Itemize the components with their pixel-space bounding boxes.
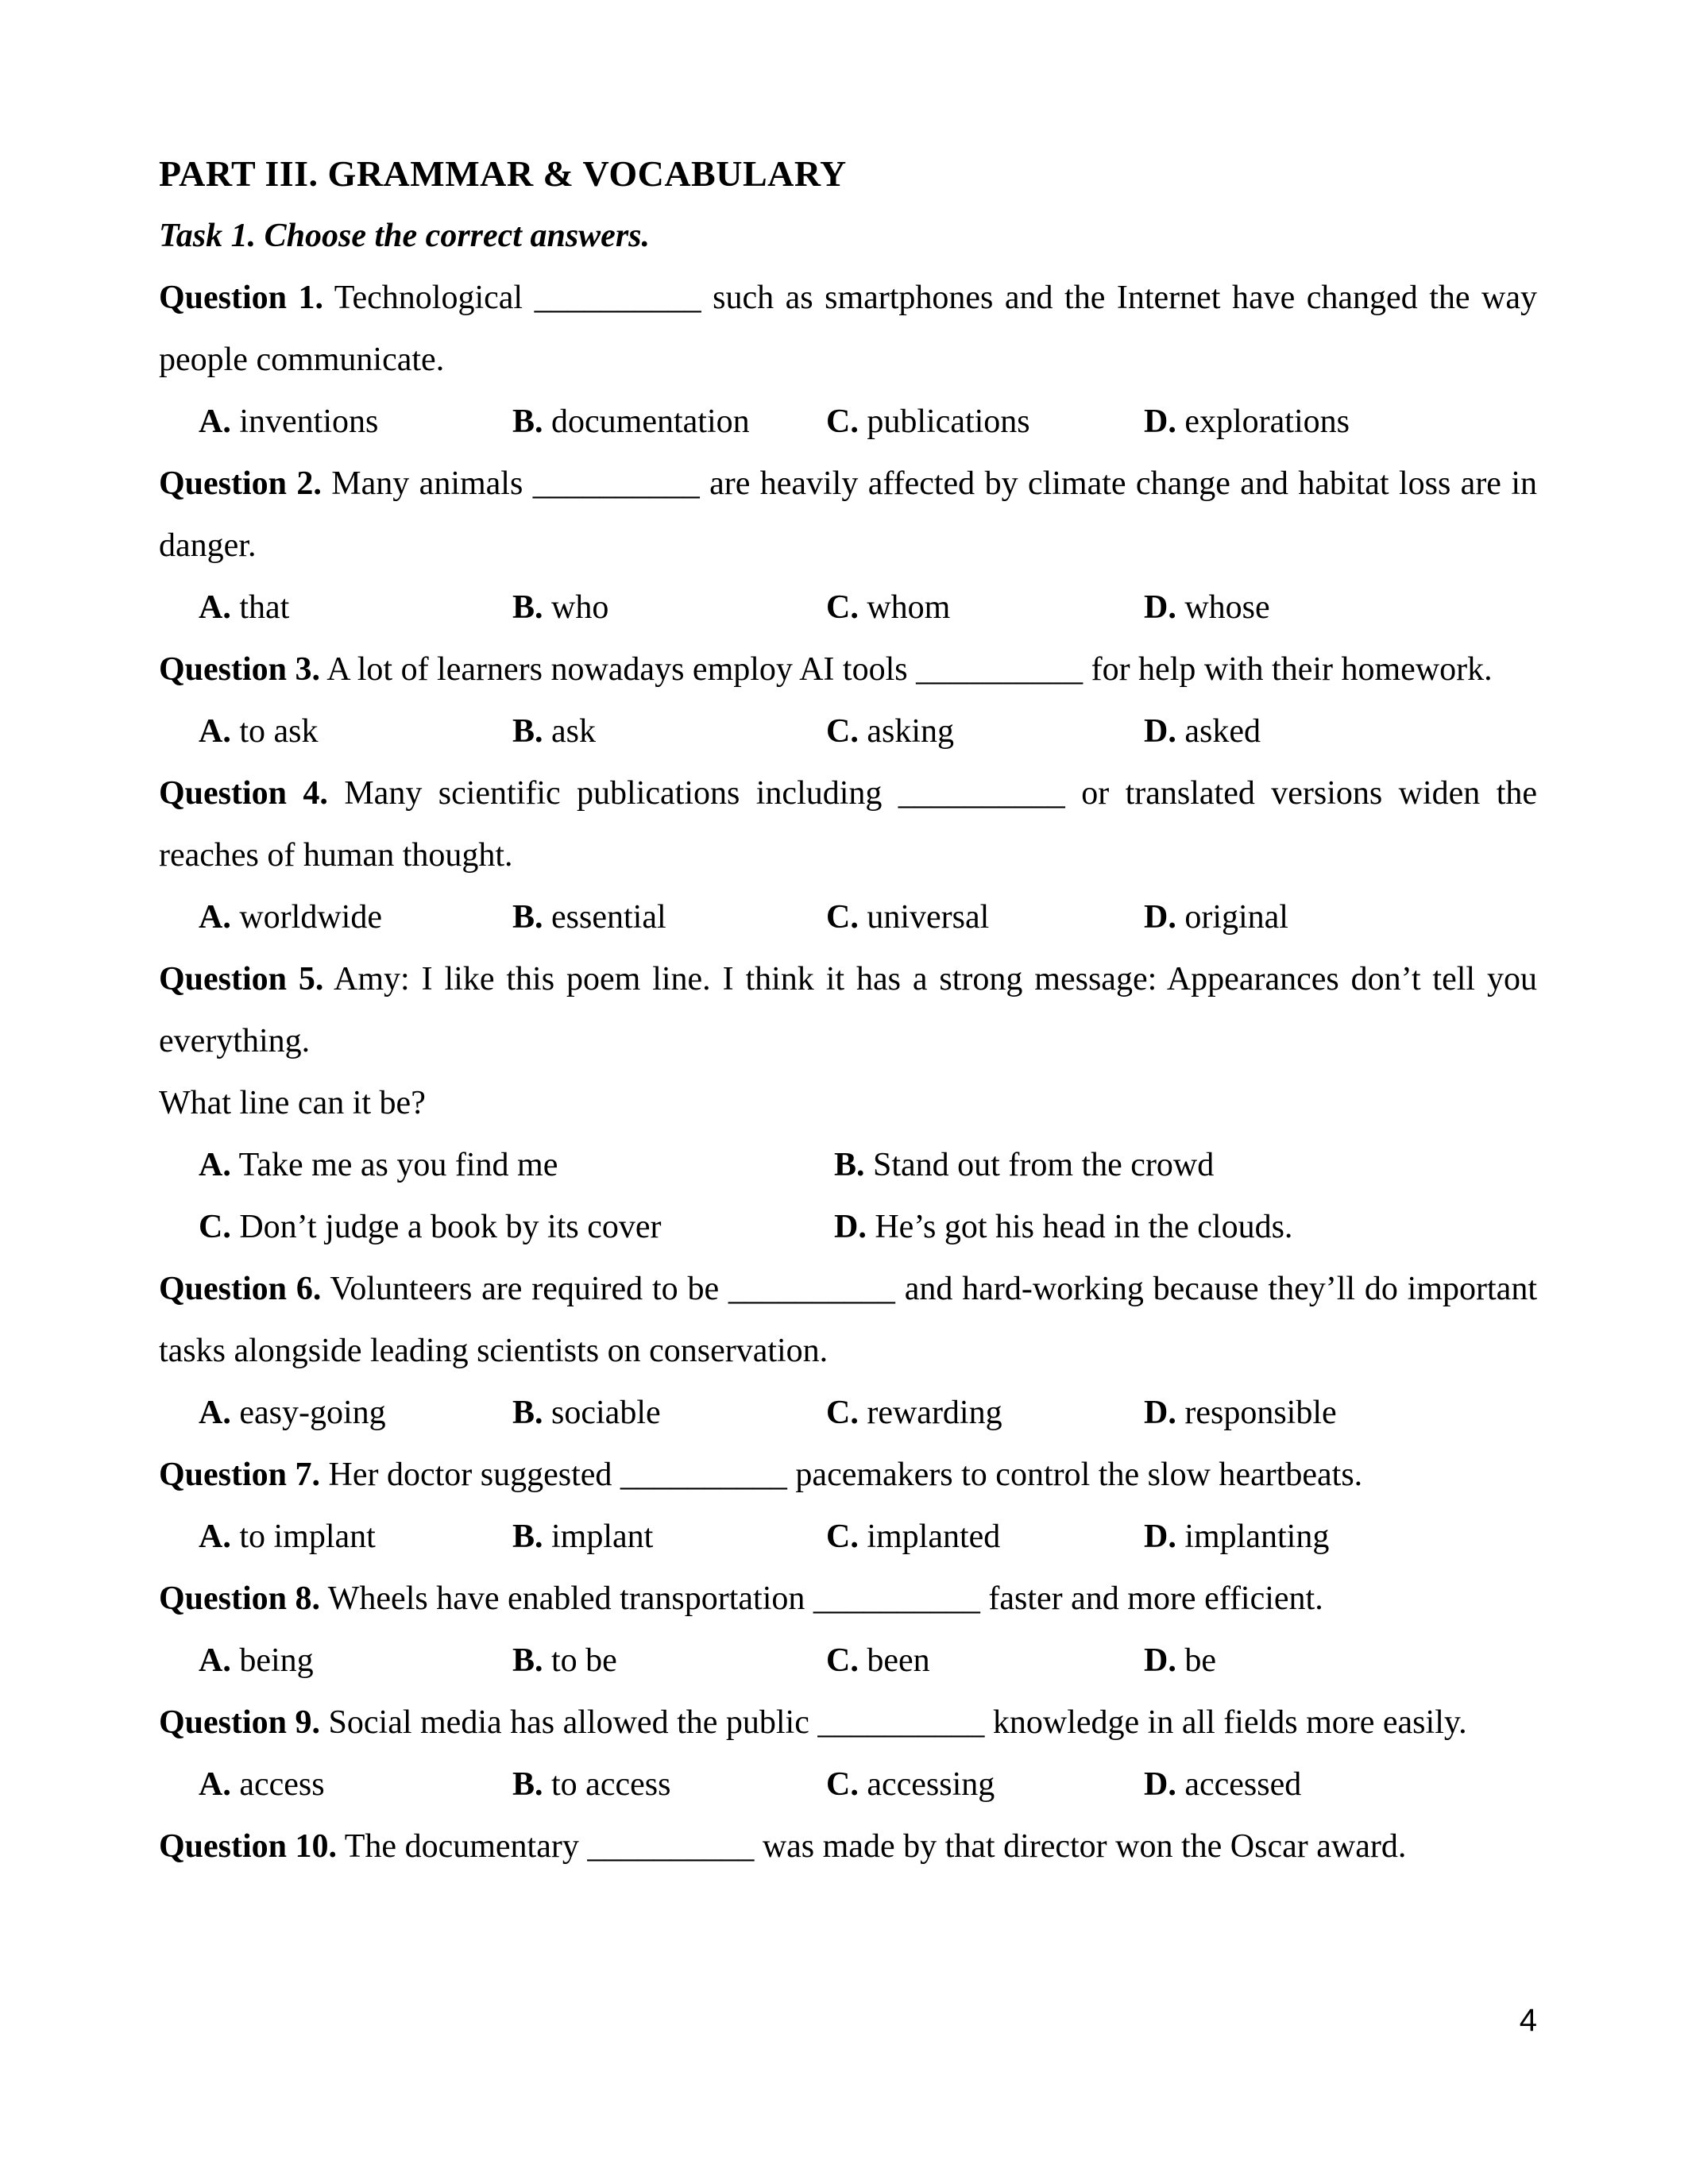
option-a-letter: A. bbox=[199, 1518, 231, 1555]
option-d-letter: D. bbox=[1144, 1518, 1176, 1555]
option-d-text: explorations bbox=[1184, 403, 1350, 440]
option-c-text: implanted bbox=[867, 1518, 1001, 1555]
option-d-letter: D. bbox=[1144, 1395, 1176, 1431]
question-4-body: Many scientific publications including __________ or translated versions widen the reaches of human thought. bbox=[159, 775, 1538, 874]
question-9-text bbox=[159, 1692, 1537, 1754]
option-a-text: to ask bbox=[239, 713, 319, 750]
question-2 bbox=[159, 453, 1537, 639]
page-number: 4 bbox=[1519, 2003, 1537, 2038]
option-c-letter: C. bbox=[826, 1766, 859, 1803]
option-b bbox=[512, 700, 826, 762]
option-b-text: Stand out from the crowd bbox=[873, 1147, 1215, 1183]
option-d-text: implanting bbox=[1184, 1518, 1330, 1555]
option-a bbox=[199, 1382, 512, 1444]
option-a-letter: A. bbox=[199, 713, 231, 750]
option-a bbox=[199, 1630, 512, 1692]
option-c-letter: C. bbox=[826, 1518, 859, 1555]
question-7-options bbox=[159, 1506, 1537, 1568]
option-a-letter: A. bbox=[199, 589, 231, 626]
option-b-letter: B. bbox=[834, 1147, 865, 1183]
option-a-text: inventions bbox=[239, 403, 379, 440]
option-a-letter: A. bbox=[199, 899, 231, 936]
question-1 bbox=[159, 267, 1537, 453]
question-6-body: Volunteers are required to be __________ and hard-working because they’ll do important tasks alongside leading scientists on conservation. bbox=[159, 1271, 1537, 1369]
option-d bbox=[1144, 1754, 1537, 1815]
option-d-letter: D. bbox=[1144, 899, 1176, 936]
question-5-text bbox=[159, 948, 1537, 1072]
question-6-label: Question 6. bbox=[159, 1271, 322, 1307]
question-9-body: Social media has allowed the public __________ knowledge in all fields more easily. bbox=[320, 1704, 1467, 1741]
option-b-letter: B. bbox=[512, 713, 543, 750]
question-10 bbox=[159, 1815, 1537, 1877]
document-page-content bbox=[159, 143, 1537, 1877]
question-6-text bbox=[159, 1258, 1537, 1382]
question-2-body: Many animals __________ are heavily affected by climate change and habitat loss are in danger. bbox=[159, 465, 1538, 564]
question-1-text bbox=[159, 267, 1537, 391]
option-b bbox=[512, 1630, 826, 1692]
question-9-label: Question 9. bbox=[159, 1704, 321, 1741]
option-c-text: whom bbox=[867, 589, 951, 626]
question-5-options-row-2 bbox=[159, 1196, 1537, 1258]
question-4-options bbox=[159, 886, 1537, 948]
question-6 bbox=[159, 1258, 1537, 1444]
option-a-text: to implant bbox=[239, 1518, 376, 1555]
option-b-letter: B. bbox=[512, 589, 543, 626]
question-10-label: Question 10. bbox=[159, 1828, 338, 1865]
question-2-text bbox=[159, 453, 1537, 577]
option-c-text: universal bbox=[867, 899, 990, 936]
option-c-text: rewarding bbox=[867, 1395, 1002, 1431]
question-6-options bbox=[159, 1382, 1537, 1444]
option-a bbox=[199, 391, 512, 453]
option-c-text: accessing bbox=[867, 1766, 995, 1803]
question-3-text bbox=[159, 639, 1537, 700]
part-title: PART III. GRAMMAR & VOCABULARY bbox=[159, 153, 847, 194]
option-a-letter: A. bbox=[199, 1642, 231, 1679]
option-b bbox=[834, 1134, 1537, 1196]
option-c bbox=[826, 391, 1144, 453]
question-4-label: Question 4. bbox=[159, 775, 328, 812]
option-d-letter: D. bbox=[1144, 403, 1176, 440]
option-c-letter: C. bbox=[826, 1395, 859, 1431]
option-c-text: asking bbox=[867, 713, 954, 750]
question-7-label: Question 7. bbox=[159, 1457, 321, 1493]
option-c bbox=[826, 700, 1144, 762]
option-b-text: documentation bbox=[551, 403, 750, 440]
option-d-text: accessed bbox=[1184, 1766, 1302, 1803]
question-3-options bbox=[159, 700, 1537, 762]
question-1-options bbox=[159, 391, 1537, 453]
option-b bbox=[512, 886, 826, 948]
option-d bbox=[1144, 1630, 1537, 1692]
option-d-text: whose bbox=[1184, 589, 1270, 626]
option-a-letter: A. bbox=[199, 1766, 231, 1803]
option-d bbox=[1144, 391, 1537, 453]
option-a bbox=[199, 1134, 834, 1196]
option-d-text: asked bbox=[1184, 713, 1261, 750]
question-4 bbox=[159, 762, 1537, 948]
option-d-text: He’s got his head in the clouds. bbox=[875, 1209, 1293, 1245]
option-a-text: being bbox=[239, 1642, 314, 1679]
option-b-letter: B. bbox=[512, 899, 543, 936]
option-d-letter: D. bbox=[1144, 713, 1176, 750]
option-a bbox=[199, 700, 512, 762]
option-c bbox=[199, 1196, 834, 1258]
question-8-text bbox=[159, 1568, 1537, 1630]
question-8-body: Wheels have enabled transportation __________ faster and more efficient. bbox=[320, 1580, 1323, 1617]
option-b bbox=[512, 1382, 826, 1444]
option-d bbox=[1144, 886, 1537, 948]
option-b bbox=[512, 1506, 826, 1568]
option-a-text: easy-going bbox=[239, 1395, 386, 1431]
option-c-text: been bbox=[867, 1642, 930, 1679]
option-b-text: who bbox=[551, 589, 609, 626]
option-d bbox=[834, 1196, 1537, 1258]
question-9 bbox=[159, 1692, 1537, 1815]
option-d-letter: D. bbox=[834, 1209, 867, 1245]
question-1-body: Technological __________ such as smartphones and the Internet have changed the way people communicate. bbox=[159, 280, 1538, 378]
question-1-label: Question 1. bbox=[159, 280, 324, 316]
option-b-text: ask bbox=[551, 713, 597, 750]
question-8-options bbox=[159, 1630, 1537, 1692]
option-a-text: access bbox=[239, 1766, 325, 1803]
question-3-body: A lot of learners nowadays employ AI tools __________ for help with their homework. bbox=[320, 651, 1493, 688]
option-b-text: to be bbox=[551, 1642, 617, 1679]
question-2-label: Question 2. bbox=[159, 465, 322, 502]
option-d-text: responsible bbox=[1184, 1395, 1337, 1431]
option-b bbox=[512, 577, 826, 639]
option-b bbox=[512, 391, 826, 453]
question-5-options-row-1 bbox=[159, 1134, 1537, 1196]
question-4-text bbox=[159, 762, 1537, 886]
question-10-body: The documentary __________ was made by that director won the Oscar award. bbox=[337, 1828, 1407, 1865]
option-b bbox=[512, 1754, 826, 1815]
option-d bbox=[1144, 1382, 1537, 1444]
option-c bbox=[826, 886, 1144, 948]
question-5-label: Question 5. bbox=[159, 961, 324, 997]
option-d-letter: D. bbox=[1144, 589, 1176, 626]
option-c bbox=[826, 1506, 1144, 1568]
option-b-letter: B. bbox=[512, 1766, 543, 1803]
option-b-text: implant bbox=[551, 1518, 654, 1555]
option-a-letter: A. bbox=[199, 1147, 231, 1183]
option-a bbox=[199, 886, 512, 948]
option-c-text: publications bbox=[867, 403, 1030, 440]
option-c bbox=[826, 577, 1144, 639]
question-10-text bbox=[159, 1815, 1537, 1877]
question-2-options bbox=[159, 577, 1537, 639]
question-5 bbox=[159, 948, 1537, 1258]
option-c-letter: C. bbox=[199, 1209, 231, 1245]
option-c-letter: C. bbox=[826, 403, 859, 440]
option-c bbox=[826, 1382, 1144, 1444]
option-c-letter: C. bbox=[826, 589, 859, 626]
option-a bbox=[199, 1506, 512, 1568]
option-c-letter: C. bbox=[826, 713, 859, 750]
option-b-letter: B. bbox=[512, 1642, 543, 1679]
option-a-letter: A. bbox=[199, 403, 231, 440]
question-9-options bbox=[159, 1754, 1537, 1815]
option-c-letter: C. bbox=[826, 1642, 859, 1679]
option-d-letter: D. bbox=[1144, 1766, 1176, 1803]
option-b-text: to access bbox=[551, 1766, 671, 1803]
option-c bbox=[826, 1754, 1144, 1815]
question-3-label: Question 3. bbox=[159, 651, 321, 688]
question-3 bbox=[159, 639, 1537, 762]
option-c-letter: C. bbox=[826, 899, 859, 936]
option-b-text: sociable bbox=[551, 1395, 661, 1431]
question-5-subtext: What line can it be? bbox=[159, 1085, 426, 1121]
option-c-text: Don’t judge a book by its cover bbox=[239, 1209, 662, 1245]
option-b-letter: B. bbox=[512, 403, 543, 440]
option-b-text: essential bbox=[551, 899, 666, 936]
question-8-label: Question 8. bbox=[159, 1580, 321, 1617]
task-instruction: Task 1. Choose the correct answers. bbox=[159, 218, 651, 254]
question-8 bbox=[159, 1568, 1537, 1692]
option-d-letter: D. bbox=[1144, 1642, 1176, 1679]
question-7 bbox=[159, 1444, 1537, 1568]
option-b-letter: B. bbox=[512, 1518, 543, 1555]
option-a-text: worldwide bbox=[239, 899, 382, 936]
option-d-text: original bbox=[1184, 899, 1288, 936]
option-a-text: that bbox=[239, 589, 290, 626]
option-a bbox=[199, 1754, 512, 1815]
option-a-text: Take me as you find me bbox=[238, 1147, 558, 1183]
option-a-letter: A. bbox=[199, 1395, 231, 1431]
option-d-text: be bbox=[1184, 1642, 1216, 1679]
question-5-body: Amy: I like this poem line. I think it has a strong message: Appearances don’t tell you everything. bbox=[159, 961, 1537, 1059]
option-d bbox=[1144, 700, 1537, 762]
option-d bbox=[1144, 1506, 1537, 1568]
question-7-body: Her doctor suggested __________ pacemakers to control the slow heartbeats. bbox=[320, 1457, 1363, 1493]
question-7-text bbox=[159, 1444, 1537, 1506]
option-c bbox=[826, 1630, 1144, 1692]
option-a bbox=[199, 577, 512, 639]
option-d bbox=[1144, 577, 1537, 639]
option-b-letter: B. bbox=[512, 1395, 543, 1431]
